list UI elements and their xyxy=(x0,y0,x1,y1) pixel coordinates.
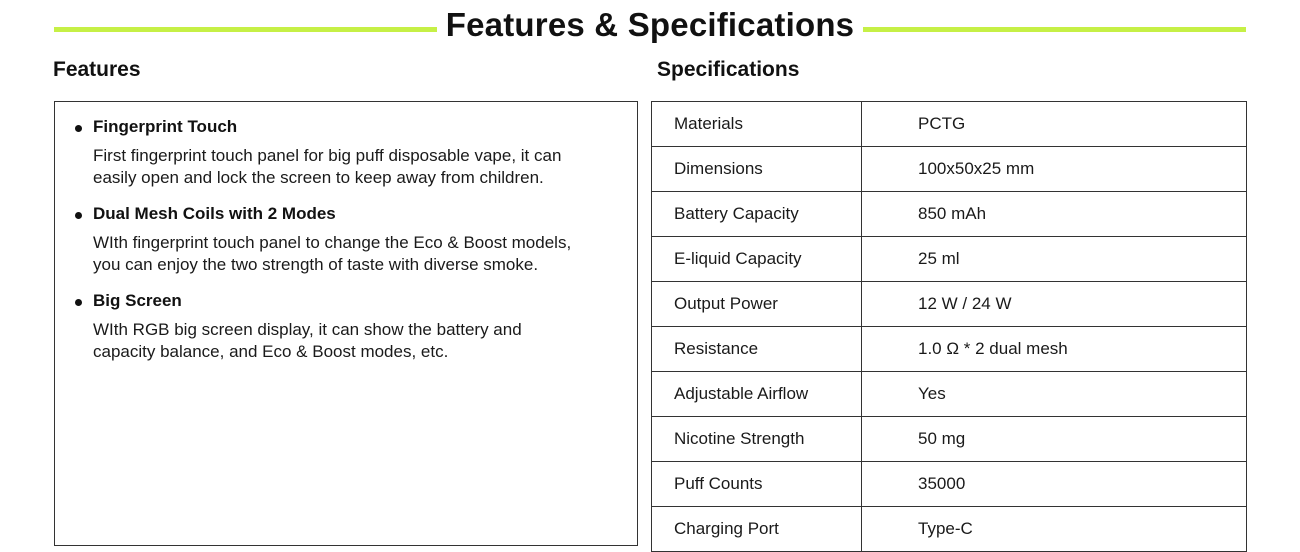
feature-title: Big Screen xyxy=(93,291,182,310)
table-row xyxy=(652,102,1247,147)
accent-line-left xyxy=(54,27,437,32)
table-row xyxy=(652,372,1247,417)
feature-item xyxy=(55,290,637,363)
features-heading: Features xyxy=(53,58,141,81)
spec-value: PCTG xyxy=(862,102,1247,147)
spec-label: Adjustable Airflow xyxy=(652,372,862,417)
table-row xyxy=(652,192,1247,237)
feature-item xyxy=(55,203,637,276)
bullet-icon xyxy=(75,299,82,306)
feature-description: First fingerprint touch panel for big puff disposable vape, it can easily open and lock the screen to keep away from children. xyxy=(93,146,562,187)
spec-value: 12 W / 24 W xyxy=(862,282,1247,327)
spec-label: Nicotine Strength xyxy=(652,417,862,462)
features-panel xyxy=(54,101,638,546)
table-row xyxy=(652,282,1247,327)
accent-line-right xyxy=(863,27,1246,32)
feature-description: WIth fingerprint touch panel to change the Eco & Boost models, you can enjoy the two strength of taste with diverse smoke. xyxy=(93,233,572,274)
spec-value: 35000 xyxy=(862,462,1247,507)
specifications-heading: Specifications xyxy=(657,58,800,81)
spec-label: E-liquid Capacity xyxy=(652,237,862,282)
spec-value: 100x50x25 mm xyxy=(862,147,1247,192)
table-row xyxy=(652,327,1247,372)
feature-list xyxy=(55,116,637,377)
spec-value: Yes xyxy=(862,372,1247,417)
spec-label: Materials xyxy=(652,102,862,147)
spec-value: 50 mg xyxy=(862,417,1247,462)
spec-value: 850 mAh xyxy=(862,192,1247,237)
spec-label: Dimensions xyxy=(652,147,862,192)
spec-label: Battery Capacity xyxy=(652,192,862,237)
feature-item xyxy=(55,116,637,189)
page-title: Features & Specifications xyxy=(445,6,855,43)
spec-label: Output Power xyxy=(652,282,862,327)
bullet-icon xyxy=(75,212,82,219)
title-bar xyxy=(0,0,1300,58)
spec-value: 1.0 Ω * 2 dual mesh xyxy=(862,327,1247,372)
table-row xyxy=(652,237,1247,282)
table-row xyxy=(652,417,1247,462)
spec-value: 25 ml xyxy=(862,237,1247,282)
spec-label: Charging Port xyxy=(652,507,862,552)
table-row xyxy=(652,462,1247,507)
specifications-table xyxy=(651,101,1247,552)
spec-label: Resistance xyxy=(652,327,862,372)
spec-value: Type-C xyxy=(862,507,1247,552)
table-row xyxy=(652,507,1247,552)
feature-title: Fingerprint Touch xyxy=(93,117,238,136)
feature-description: WIth RGB big screen display, it can show the battery and capacity balance, and Eco & Boost modes, etc. xyxy=(93,320,522,361)
table-row xyxy=(652,147,1247,192)
spec-label: Puff Counts xyxy=(652,462,862,507)
feature-title: Dual Mesh Coils with 2 Modes xyxy=(93,204,336,223)
bullet-icon xyxy=(75,125,82,132)
